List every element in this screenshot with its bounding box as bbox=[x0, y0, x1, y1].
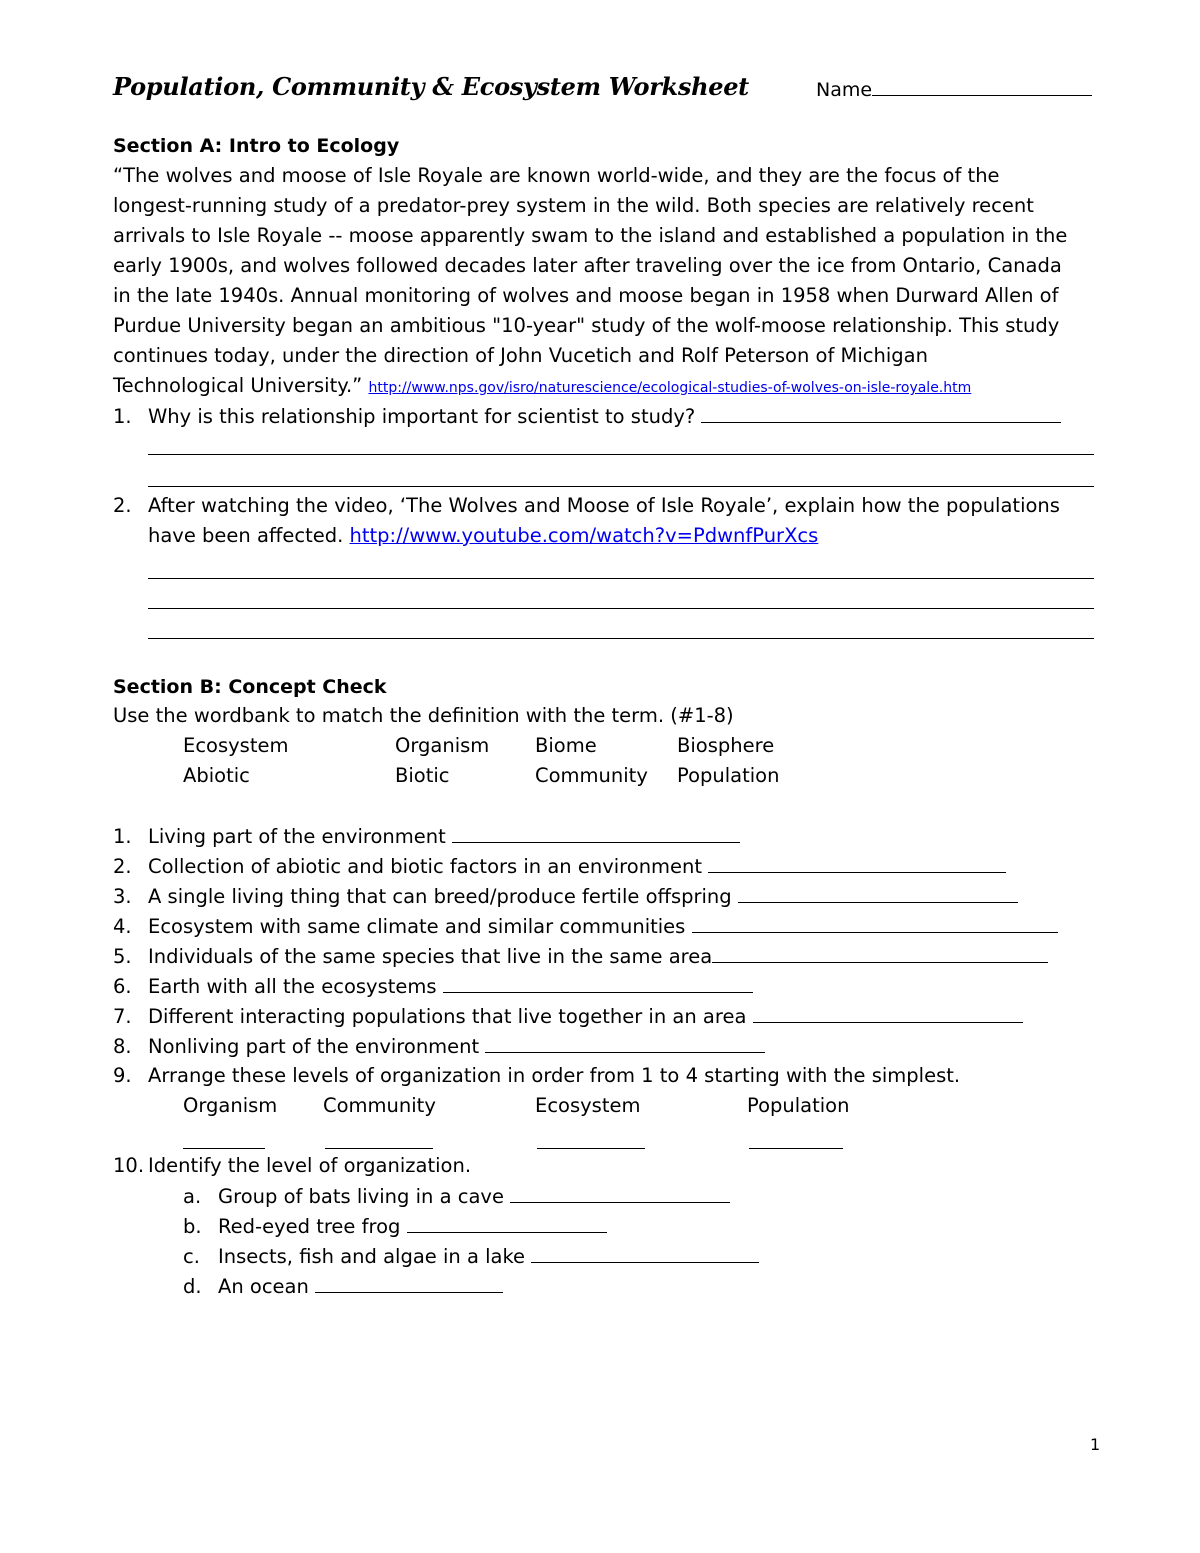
question-text: Arrange these levels of organization in order from 1 to 4 starting with the simplest. bbox=[148, 1064, 961, 1087]
b-question-7 bbox=[113, 1004, 1023, 1028]
b-question-8 bbox=[113, 1034, 765, 1058]
question-text: Why is this relationship important for scientist to study? bbox=[148, 405, 696, 428]
q10-item-d bbox=[183, 1274, 503, 1298]
question-text: Collection of abiotic and biotic factors in an environment bbox=[148, 855, 709, 878]
section-a-quote bbox=[113, 161, 1093, 403]
answer-blank[interactable] bbox=[407, 1214, 607, 1233]
name-label: Name bbox=[816, 79, 873, 101]
level-term: Ecosystem bbox=[535, 1094, 641, 1117]
wordbank-term: Biome bbox=[535, 734, 597, 757]
answer-blank[interactable] bbox=[510, 1184, 730, 1203]
question-number: 1. bbox=[113, 405, 132, 428]
b-question-1 bbox=[113, 824, 740, 848]
order-blank[interactable] bbox=[183, 1148, 265, 1149]
question-text: Earth with all the ecosystems bbox=[148, 975, 443, 998]
answer-line[interactable] bbox=[148, 454, 1094, 455]
order-blank[interactable] bbox=[537, 1148, 645, 1149]
b-question-4 bbox=[113, 914, 1058, 938]
item-letter: a. bbox=[183, 1185, 202, 1208]
answer-blank[interactable] bbox=[708, 854, 1006, 873]
quote-line: Technological University.” bbox=[113, 374, 369, 397]
quote-line: Purdue University began an ambitious "10-year" study of the wolf-moose relationship. This study bbox=[113, 314, 1060, 337]
question-text: Living part of the environment bbox=[148, 825, 452, 848]
question-number: 4. bbox=[113, 915, 132, 938]
a-question-2 bbox=[113, 494, 1060, 517]
q10-item-c bbox=[183, 1244, 759, 1268]
item-text: An ocean bbox=[218, 1275, 316, 1298]
item-letter: b. bbox=[183, 1215, 202, 1238]
item-letter: c. bbox=[183, 1245, 200, 1268]
question-number: 3. bbox=[113, 885, 132, 908]
item-text: Red-eyed tree frog bbox=[218, 1215, 407, 1238]
wordbank-term: Population bbox=[677, 764, 780, 787]
answer-blank[interactable] bbox=[315, 1274, 503, 1293]
wordbank-instructions: Use the wordbank to match the definition with the term. (#1-8) bbox=[113, 704, 734, 727]
answer-line[interactable] bbox=[148, 578, 1094, 579]
question-number: 5. bbox=[113, 945, 132, 968]
section-b-heading: Section B: Concept Check bbox=[113, 676, 387, 698]
b-question-9 bbox=[113, 1064, 960, 1087]
a-question-2-cont bbox=[148, 524, 818, 547]
item-text: Group of bats living in a cave bbox=[218, 1185, 511, 1208]
level-term: Community bbox=[323, 1094, 436, 1117]
answer-blank[interactable] bbox=[452, 824, 740, 843]
answer-blank[interactable] bbox=[531, 1244, 759, 1263]
wordbank-term: Abiotic bbox=[183, 764, 250, 787]
answer-blank[interactable] bbox=[485, 1034, 765, 1053]
answer-blank[interactable] bbox=[712, 944, 1048, 963]
question-text: Nonliving part of the environment bbox=[148, 1035, 486, 1058]
name-blank[interactable] bbox=[872, 77, 1092, 96]
nps-source-link[interactable]: http://www.nps.gov/isro/naturescience/ecological-studies-of-wolves-on-isle-royale.htm bbox=[368, 380, 972, 396]
b-question-6 bbox=[113, 974, 753, 998]
item-letter: d. bbox=[183, 1275, 202, 1298]
level-term: Population bbox=[747, 1094, 850, 1117]
question-number: 8. bbox=[113, 1035, 132, 1058]
answer-line[interactable] bbox=[148, 486, 1094, 487]
question-text: Individuals of the same species that live in the same area bbox=[148, 945, 713, 968]
answer-blank[interactable] bbox=[753, 1004, 1023, 1023]
b-question-2 bbox=[113, 854, 1006, 878]
b-question-3 bbox=[113, 884, 1018, 908]
youtube-video-link[interactable]: http://www.youtube.com/watch?v=PdwnfPurXcs bbox=[349, 524, 819, 547]
answer-line[interactable] bbox=[148, 638, 1094, 639]
wordbank-term: Organism bbox=[395, 734, 490, 757]
quote-line: arrivals to Isle Royale -- moose apparently swam to the island and established a population in the bbox=[113, 224, 1068, 247]
q10-item-b bbox=[183, 1214, 607, 1238]
quote-line: “The wolves and moose of Isle Royale are known world-wide, and they are the focus of the bbox=[113, 164, 1000, 187]
name-field[interactable] bbox=[816, 77, 1092, 101]
answer-blank[interactable] bbox=[692, 914, 1058, 933]
answer-blank[interactable] bbox=[738, 884, 1018, 903]
question-text: After watching the video, ‘The Wolves and Moose of Isle Royale’, explain how the populations bbox=[148, 494, 1060, 517]
answer-line[interactable] bbox=[148, 608, 1094, 609]
wordbank-term: Biotic bbox=[395, 764, 450, 787]
quote-line: longest-running study of a predator-prey system in the wild. Both species are relatively recent bbox=[113, 194, 1034, 217]
page-number: 1 bbox=[1090, 1435, 1101, 1454]
quote-line: continues today, under the direction of John Vucetich and Rolf Peterson of Michigan bbox=[113, 344, 928, 367]
wordbank-term: Biosphere bbox=[677, 734, 775, 757]
question-text: Ecosystem with same climate and similar communities bbox=[148, 915, 692, 938]
question-number: 10. bbox=[113, 1154, 145, 1177]
question-text: A single living thing that can breed/produce fertile offspring bbox=[148, 885, 738, 908]
wordbank-term: Ecosystem bbox=[183, 734, 289, 757]
b-question-10 bbox=[113, 1154, 471, 1177]
answer-blank[interactable] bbox=[701, 404, 1061, 423]
order-blank[interactable] bbox=[325, 1148, 433, 1149]
question-text: Different interacting populations that live together in an area bbox=[148, 1005, 753, 1028]
question-number: 2. bbox=[113, 855, 132, 878]
b-question-5 bbox=[113, 944, 1048, 968]
page-title: Population, Community & Ecosystem Worksheet bbox=[113, 72, 749, 101]
section-a-heading: Section A: Intro to Ecology bbox=[113, 135, 400, 157]
a-question-1 bbox=[113, 404, 1061, 428]
quote-line: in the late 1940s. Annual monitoring of wolves and moose began in 1958 when Durward Allen of bbox=[113, 284, 1059, 307]
quote-line: early 1900s, and wolves followed decades later after traveling over the ice from Ontario, Canada bbox=[113, 254, 1062, 277]
order-blank[interactable] bbox=[749, 1148, 843, 1149]
item-text: Insects, fish and algae in a lake bbox=[218, 1245, 532, 1268]
answer-blank[interactable] bbox=[443, 974, 753, 993]
question-number: 2. bbox=[113, 494, 132, 517]
question-number: 7. bbox=[113, 1005, 132, 1028]
q10-item-a bbox=[183, 1184, 730, 1208]
question-text: have been affected. bbox=[148, 524, 350, 547]
quote-last-line bbox=[113, 371, 1093, 403]
question-text: Identify the level of organization. bbox=[148, 1154, 472, 1177]
question-number: 1. bbox=[113, 825, 132, 848]
wordbank-term: Community bbox=[535, 764, 648, 787]
question-number: 9. bbox=[113, 1064, 132, 1087]
question-number: 6. bbox=[113, 975, 132, 998]
level-term: Organism bbox=[183, 1094, 278, 1117]
